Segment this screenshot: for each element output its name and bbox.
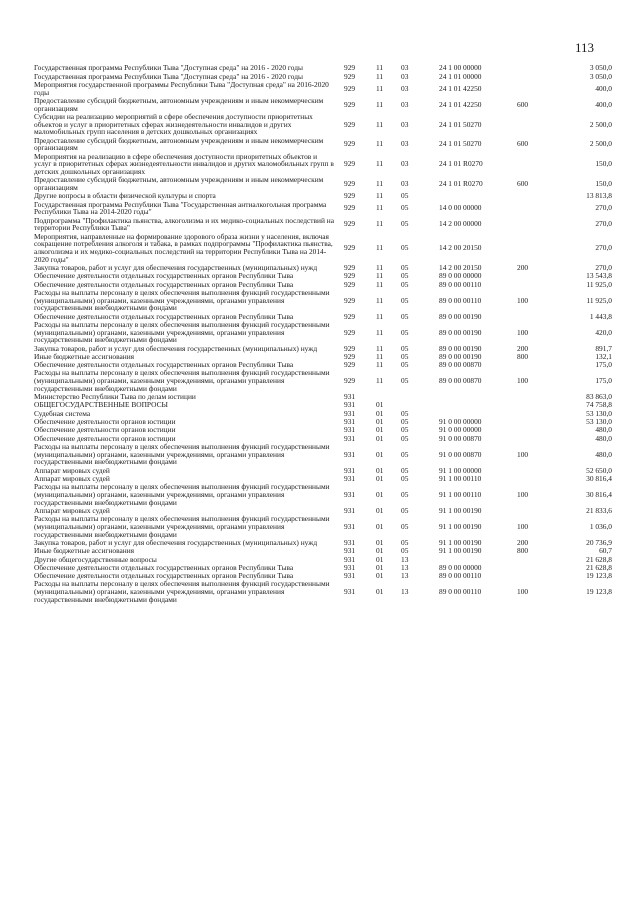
ministry-code: 929: [344, 63, 356, 73]
amount: 30 816,4: [586, 473, 612, 483]
target-item-code: 91 0 00 00000: [439, 417, 482, 427]
ministry-code: 929: [344, 203, 356, 213]
target-item-code: 24 1 01 42250: [439, 83, 482, 93]
expense-type-code: 100: [517, 376, 529, 386]
ministry-code: 931: [344, 408, 356, 418]
subsection-code: 05: [401, 473, 409, 483]
subsection-code: 05: [401, 279, 409, 289]
ministry-code: 929: [344, 71, 356, 81]
expense-type-code: 800: [517, 351, 529, 361]
row-name: Государственная программа Республики Тыва "Доступная среда" на 2016 - 2020 годы: [34, 63, 303, 73]
ministry-code: 931: [344, 571, 356, 581]
ministry-code: 931: [344, 562, 356, 572]
amount: 21 628,8: [586, 554, 612, 564]
section-code: 11: [376, 243, 384, 253]
amount: 150,0: [595, 159, 612, 169]
subsection-code: 05: [401, 203, 409, 213]
row-name: Судебная система: [34, 408, 91, 418]
subsection-code: 05: [401, 449, 409, 459]
expense-type-code: [515, 475, 552, 483]
row-name: Подпрограмма "Профилактика пьянства, алкоголизма и их медико-социальных последствий на территории Республики Тыва": [34, 215, 335, 233]
expense-type-code: [515, 409, 552, 417]
expense-type-code: 100: [517, 449, 529, 459]
section-code: 11: [376, 219, 384, 229]
target-item-code: 89 0 00 00870: [439, 360, 482, 370]
subsection-code: 05: [401, 295, 409, 305]
subsection-code: 03: [401, 83, 409, 93]
expense-type-code: [515, 113, 552, 137]
target-item-code: 24 1 00 00000: [439, 63, 482, 73]
expense-type-code: 100: [517, 295, 529, 305]
expense-type-code: 600: [517, 99, 529, 109]
ministry-code: 929: [344, 360, 356, 370]
amount: 20 736,9: [586, 537, 612, 547]
subsection-code: 05: [401, 521, 409, 531]
amount: 270,0: [595, 263, 612, 272]
table-row: [34, 81, 612, 97]
section-code: 11: [376, 311, 384, 321]
ministry-code: 931: [344, 587, 356, 597]
ministry-code: 931: [344, 465, 356, 475]
target-item-code: 91 1 00 00190: [439, 537, 482, 547]
expense-type-code: 200: [517, 537, 529, 547]
table-row: [34, 200, 612, 216]
section-code: 11: [376, 99, 384, 109]
target-item-code: 91 1 00 00190: [439, 521, 482, 531]
target-item-code: 89 0 00 00110: [439, 295, 482, 305]
section-code: 01: [376, 473, 384, 483]
ministry-code: 929: [344, 263, 356, 272]
subsection-code: 03: [401, 119, 409, 129]
ministry-code: 929: [344, 343, 356, 353]
target-item-code: 89 0 00 00110: [439, 279, 482, 289]
section-code: 11: [376, 203, 384, 213]
table-row: [34, 369, 612, 393]
amount: 175,0: [595, 360, 612, 370]
subsection-code: 05: [401, 271, 409, 281]
row-name: Мероприятия на реализацию в сфере обеспечения доступности приоритетных объектов и услуг в приоритетных сферах жизнедеятельности инвалидов и других маломобильных групп в детских дошкольных организациях: [34, 151, 334, 176]
target-item-code: 89 0 00 00190: [439, 311, 482, 321]
table-row: [34, 483, 612, 507]
section-code: 01: [376, 537, 384, 547]
section-code: 01: [376, 562, 384, 572]
amount: 132,1: [595, 351, 612, 361]
target-item-code: 91 1 00 00000: [439, 465, 482, 475]
table-row: [34, 176, 612, 192]
row-name: ОБЩЕГОСУДАРСТВЕННЫЕ ВОПРОСЫ: [34, 400, 168, 410]
row-name: Государственная программа Республики Тыва "Государственная антиалкогольная программа Республики Тыва на 2014-2020 годы": [34, 199, 327, 217]
expense-type-code: 600: [517, 139, 529, 149]
target-item-code: 14 2 00 20150: [439, 263, 482, 272]
table-row: [34, 113, 612, 137]
amount: 30 816,4: [586, 489, 612, 499]
amount: 53 130,0: [586, 417, 612, 427]
ministry-code: 931: [344, 554, 356, 564]
ministry-code: 929: [344, 219, 356, 229]
ministry-code: 931: [344, 546, 356, 556]
amount: 400,0: [595, 83, 612, 93]
target-item-code: [437, 401, 515, 409]
row-name: Обеспечение деятельности отдельных государственных органов Республики Тыва: [34, 279, 294, 289]
section-code: 01: [376, 546, 384, 556]
subsection-code: 05: [401, 343, 409, 353]
amount: 74 758,8: [586, 400, 612, 410]
ministry-code: 929: [344, 119, 356, 129]
expense-type-code: [515, 192, 552, 200]
section-code: 01: [376, 408, 384, 418]
ministry-code: 931: [344, 505, 356, 515]
expense-type-code: [515, 401, 552, 409]
expense-type-code: [515, 72, 552, 80]
row-name: Обеспечение деятельности органов юстиции: [34, 417, 176, 427]
expense-type-code: 100: [517, 587, 529, 597]
row-name: Закупка товаров, работ и услуг для обеспечения государственных (муниципальных) нужд: [34, 263, 318, 272]
subsection-code: 13: [401, 571, 409, 581]
section-code: 01: [376, 425, 384, 435]
subsection-code: 05: [401, 425, 409, 435]
amount: 400,0: [595, 99, 612, 109]
subsection-code: 03: [401, 71, 409, 81]
target-item-code: 89 0 00 00870: [439, 376, 482, 386]
row-name: Предоставление субсидий бюджетным, автономным учреждениям и иным некоммерческим организациям: [34, 95, 324, 113]
table-row: [34, 152, 612, 176]
ministry-code: 929: [344, 351, 356, 361]
ministry-code: 931: [344, 392, 356, 402]
expense-type-code: [515, 64, 552, 72]
row-name: Обеспечение деятельности органов юстиции: [34, 433, 176, 443]
target-item-code: 91 0 00 00870: [439, 433, 482, 443]
subsection-code: 05: [401, 219, 409, 229]
row-name: Аппарат мировых судей: [34, 465, 110, 475]
amount: 13 813,8: [586, 191, 612, 201]
table-row: [34, 580, 612, 604]
subsection-code: 05: [401, 311, 409, 321]
section-code: 01: [376, 449, 384, 459]
expense-type-code: [515, 152, 552, 176]
row-name: Расходы на выплаты персоналу в целях обеспечения выполнения функций государственными (муниципальными) органами, казенными учреждениями, органами управления государственными внебюджетными фондами: [34, 368, 330, 393]
row-name: Расходы на выплаты персоналу в целях обеспечения выполнения функций государственными (муниципальными) органами, казенными учреждениями, органами управления государственными внебюджетными фондами: [34, 287, 330, 313]
subsection-code: 05: [401, 489, 409, 499]
subsection-code: 05: [401, 433, 409, 443]
section-code: 01: [376, 417, 384, 427]
ministry-code: 929: [344, 327, 356, 337]
amount: 3 050,0: [589, 71, 612, 81]
section-code: 01: [376, 587, 384, 597]
subsection-code: 03: [401, 179, 409, 189]
amount: 52 650,0: [586, 465, 612, 475]
ministry-code: 929: [344, 99, 356, 109]
amount: 480,0: [595, 425, 612, 435]
section-code: 11: [376, 360, 384, 370]
ministry-code: 929: [344, 243, 356, 253]
row-name: Обеспечение деятельности отдельных государственных органов Республики Тыва: [34, 271, 294, 281]
expense-type-code: [515, 555, 552, 563]
amount: 270,0: [595, 219, 612, 229]
budget-table: [34, 64, 612, 604]
table-row: [34, 401, 612, 409]
ministry-code: 929: [344, 179, 356, 189]
row-name: Расходы на выплаты персоналу в целях обеспечения выполнения функций государственными (муниципальными) органами, казенными учреждениями, органами управления государственными внебюджетными фондами: [34, 482, 330, 507]
ministry-code: 931: [344, 433, 356, 443]
amount: 60,7: [599, 546, 612, 556]
subsection-code: 05: [401, 243, 409, 253]
ministry-code: 931: [344, 537, 356, 547]
ministry-code: 929: [344, 311, 356, 321]
row-name: Аппарат мировых судей: [34, 505, 110, 515]
ministry-code: 929: [344, 279, 356, 289]
amount: 21 833,6: [586, 505, 612, 515]
subsection-code: 05: [401, 465, 409, 475]
expense-type-code: 100: [517, 489, 529, 499]
subsection-code: 05: [401, 408, 409, 418]
ministry-code: 929: [344, 376, 356, 386]
target-item-code: 24 1 01 50270: [439, 139, 482, 149]
page-number: 113: [574, 40, 594, 55]
section-code: 11: [376, 139, 384, 149]
subsection-code: 03: [401, 63, 409, 73]
subsection-code: 05: [401, 537, 409, 547]
section-code: 11: [376, 295, 384, 305]
row-name: Иные бюджетные ассигнования: [34, 351, 135, 361]
section-code: 11: [376, 351, 384, 361]
section-code: 11: [376, 327, 384, 337]
expense-type-code: [515, 564, 552, 572]
amount: 19 123,8: [586, 571, 612, 581]
target-item-code: 91 0 00 00000: [439, 425, 482, 435]
subsection-code: 05: [401, 360, 409, 370]
amount: 53 130,0: [586, 408, 612, 418]
amount: 270,0: [595, 203, 612, 213]
row-name: Аппарат мировых судей: [34, 473, 110, 483]
expense-type-code: [515, 232, 552, 263]
expense-type-code: [515, 200, 552, 216]
expense-type-code: [515, 426, 552, 434]
target-item-code: [437, 192, 515, 200]
target-item-code: 24 1 01 R0270: [439, 159, 483, 169]
section-code: 11: [376, 179, 384, 189]
target-item-code: 24 1 01 50270: [439, 119, 482, 129]
target-item-code: 24 1 01 R0270: [439, 179, 483, 189]
target-item-code: 14 0 00 00000: [439, 203, 482, 213]
table-row: [34, 289, 612, 313]
subsection-code: 05: [401, 417, 409, 427]
ministry-code: 929: [344, 159, 356, 169]
row-name: Обеспечение деятельности отдельных государственных органов Республики Тыва: [34, 571, 294, 581]
section-code: 11: [376, 376, 384, 386]
target-item-code: 89 0 00 00190: [439, 327, 482, 337]
row-name: Министерство Республики Тыва по делам юстиции: [34, 392, 196, 402]
subsection-code: 05: [401, 263, 409, 272]
row-name: Субсидии на реализацию мероприятий в сфере обеспечения доступности приоритетных объектов и услуг в приоритетных сферах жизнедеятельности инвалидов и других маломобильных групп населения в детских дошкольных организациях: [34, 111, 313, 137]
target-item-code: 89 0 00 00190: [439, 351, 482, 361]
subsection-code: 05: [401, 376, 409, 386]
amount: 13 543,8: [586, 271, 612, 281]
expense-type-code: 100: [517, 521, 529, 531]
target-item-code: 89 0 00 00110: [439, 571, 482, 581]
table-row: [34, 466, 612, 474]
target-item-code: 14 2 00 00000: [439, 219, 482, 229]
subsection-code: 13: [401, 587, 409, 597]
subsection-code: 13: [401, 562, 409, 572]
expense-type-code: 200: [517, 263, 529, 272]
expense-type-code: [515, 393, 552, 401]
amount: 19 123,8: [586, 587, 612, 597]
subsection-code: 03: [401, 159, 409, 169]
section-code: 01: [376, 505, 384, 515]
table-row: [34, 216, 612, 232]
target-item-code: [437, 393, 515, 401]
expense-type-code: [515, 434, 552, 442]
section-code: 11: [376, 71, 384, 81]
table-row: [34, 97, 612, 113]
section-code: 01: [376, 521, 384, 531]
section-code: 11: [376, 279, 384, 289]
section-code: 11: [376, 83, 384, 93]
amount: 1 036,0: [589, 521, 612, 531]
expense-type-code: 600: [517, 179, 529, 189]
target-item-code: 24 1 01 00000: [439, 71, 482, 81]
expense-type-code: [515, 418, 552, 426]
ministry-code: 931: [344, 400, 356, 410]
table-row: [34, 443, 612, 467]
row-name: Обеспечение деятельности органов юстиции: [34, 425, 176, 435]
row-name: Мероприятия государственной программы Республики Тыва "Доступная среда" на 2016-2020 годы: [34, 79, 329, 97]
amount: 11 925,0: [586, 295, 612, 305]
row-name: Обеспечение деятельности отдельных государственных органов Республики Тыва: [34, 360, 294, 370]
amount: 420,0: [595, 327, 612, 337]
amount: 150,0: [595, 179, 612, 189]
target-item-code: 24 1 01 42250: [439, 99, 482, 109]
row-name: Другие вопросы в области физической культуры и спорта: [34, 191, 216, 201]
subsection-code: 05: [401, 327, 409, 337]
subsection-code: [399, 393, 437, 401]
ministry-code: 931: [344, 521, 356, 531]
section-code: 11: [376, 271, 384, 281]
row-name: Мероприятия, направленные на формирование здорового образа жизни у населения, включая сокращение потребления алкоголя и табака, в рамках подпрограммы "Профилактика пьянства, алкоголизма и их медико-социальных последствий на территории Республики Тыва на 2014-2020 годы": [34, 231, 333, 264]
expense-type-code: [515, 312, 552, 320]
amount: 21 628,8: [586, 562, 612, 572]
amount: 891,7: [595, 343, 612, 353]
row-name: Расходы на выплаты персоналу в целях обеспечения выполнения функций государственными (муниципальными) органами, казенными учреждениями, органами управления государственными внебюджетными фондами: [34, 579, 330, 604]
amount: 83 863,0: [586, 392, 612, 402]
target-item-code: 91 0 00 00870: [439, 449, 482, 459]
target-item-code: 89 0 00 00000: [439, 562, 482, 572]
table-row: [34, 136, 612, 152]
ministry-code: 929: [344, 271, 356, 281]
ministry-code: 929: [344, 139, 356, 149]
expense-type-code: [515, 272, 552, 280]
amount: 2 500,0: [589, 119, 612, 129]
subsection-code: 05: [401, 191, 409, 201]
row-name: Предоставление субсидий бюджетным, автономным учреждениям и иным некоммерческим организациям: [34, 135, 324, 153]
expense-type-code: [515, 466, 552, 474]
section-code: 11: [376, 191, 384, 201]
target-item-code: 91 1 00 00190: [439, 505, 482, 515]
ministry-code: 929: [344, 191, 356, 201]
row-name: Другие общегосударственные вопросы: [34, 554, 157, 564]
row-name: Расходы на выплаты персоналу в целях обеспечения выполнения функций государственными (муниципальными) органами, казенными учреждениями, органами управления государственными внебюджетными фондами: [34, 441, 330, 467]
ministry-code: 931: [344, 417, 356, 427]
section-code: 01: [376, 489, 384, 499]
target-item-code: 89 0 00 00110: [439, 587, 482, 597]
table-row: [34, 515, 612, 539]
amount: 3 050,0: [589, 63, 612, 73]
section-code: 11: [376, 119, 384, 129]
expense-type-code: [515, 81, 552, 97]
section-code: 01: [376, 433, 384, 443]
target-item-code: 91 1 00 00110: [439, 473, 482, 483]
row-name: Расходы на выплаты персоналу в целях обеспечения выполнения функций государственными (муниципальными) органами, казенными учреждениями, органами управления государственными внебюджетными фондами: [34, 514, 330, 539]
amount: 2 500,0: [589, 139, 612, 149]
expense-type-code: 800: [517, 546, 529, 556]
target-item-code: 91 1 00 00110: [439, 489, 482, 499]
subsection-code: 05: [401, 546, 409, 556]
amount: 1 443,8: [589, 311, 612, 321]
section-code: 01: [376, 465, 384, 475]
table-row: [34, 232, 612, 263]
row-name: Предоставление субсидий бюджетным, автономным учреждениям и иным некоммерческим организациям: [34, 175, 324, 192]
row-name: Обеспечение деятельности отдельных государственных органов Республики Тыва: [34, 311, 294, 321]
section-code: 11: [376, 343, 384, 353]
subsection-code: 13: [401, 554, 409, 564]
amount: 175,0: [595, 376, 612, 386]
target-item-code: 89 0 00 00000: [439, 271, 482, 281]
section-code: 01: [376, 400, 384, 410]
expense-type-code: [515, 280, 552, 288]
amount: 480,0: [595, 433, 612, 443]
section-code: 11: [376, 263, 384, 272]
expense-type-code: [515, 572, 552, 580]
amount: 11 925,0: [586, 279, 612, 289]
ministry-code: 931: [344, 449, 356, 459]
amount: 480,0: [595, 449, 612, 459]
ministry-code: 929: [344, 295, 356, 305]
row-name: Обеспечение деятельности отдельных государственных органов Республики Тыва: [34, 562, 294, 572]
amount: 270,0: [595, 243, 612, 253]
row-name: Иные бюджетные ассигнования: [34, 546, 135, 556]
section-code: 01: [376, 571, 384, 581]
subsection-code: 05: [401, 351, 409, 361]
section-code: 11: [376, 159, 384, 169]
expense-type-code: 200: [517, 343, 529, 353]
row-name: Расходы на выплаты персоналу в целях обеспечения выполнения функций государственными (муниципальными) органами, казенными учреждениями, органами управления государственными внебюджетными фондами: [34, 319, 330, 345]
row-name: Государственная программа Республики Тыва "Доступная среда" на 2016 - 2020 годы: [34, 71, 303, 81]
ministry-code: 929: [344, 83, 356, 93]
subsection-code: 05: [401, 505, 409, 515]
table-row: [34, 321, 612, 345]
target-item-code: 89 0 00 00190: [439, 343, 482, 353]
target-item-code: 91 1 00 00190: [439, 546, 482, 556]
budget-table-body: [34, 64, 612, 604]
expense-type-code: [515, 507, 552, 515]
target-item-code: 14 2 00 20150: [439, 243, 482, 253]
subsection-code: 03: [401, 139, 409, 149]
expense-type-code: 100: [517, 327, 529, 337]
subsection-code: 03: [401, 99, 409, 109]
expense-type-code: [515, 216, 552, 232]
ministry-code: 931: [344, 489, 356, 499]
section-code: 01: [376, 554, 384, 564]
row-name: Закупка товаров, работ и услуг для обеспечения государственных (муниципальных) нужд: [34, 343, 318, 353]
ministry-code: 931: [344, 473, 356, 483]
expense-type-code: [515, 361, 552, 369]
row-name: Закупка товаров, работ и услуг для обеспечения государственных (муниципальных) нужд: [34, 537, 318, 547]
section-code: 11: [376, 63, 384, 73]
ministry-code: 931: [344, 425, 356, 435]
